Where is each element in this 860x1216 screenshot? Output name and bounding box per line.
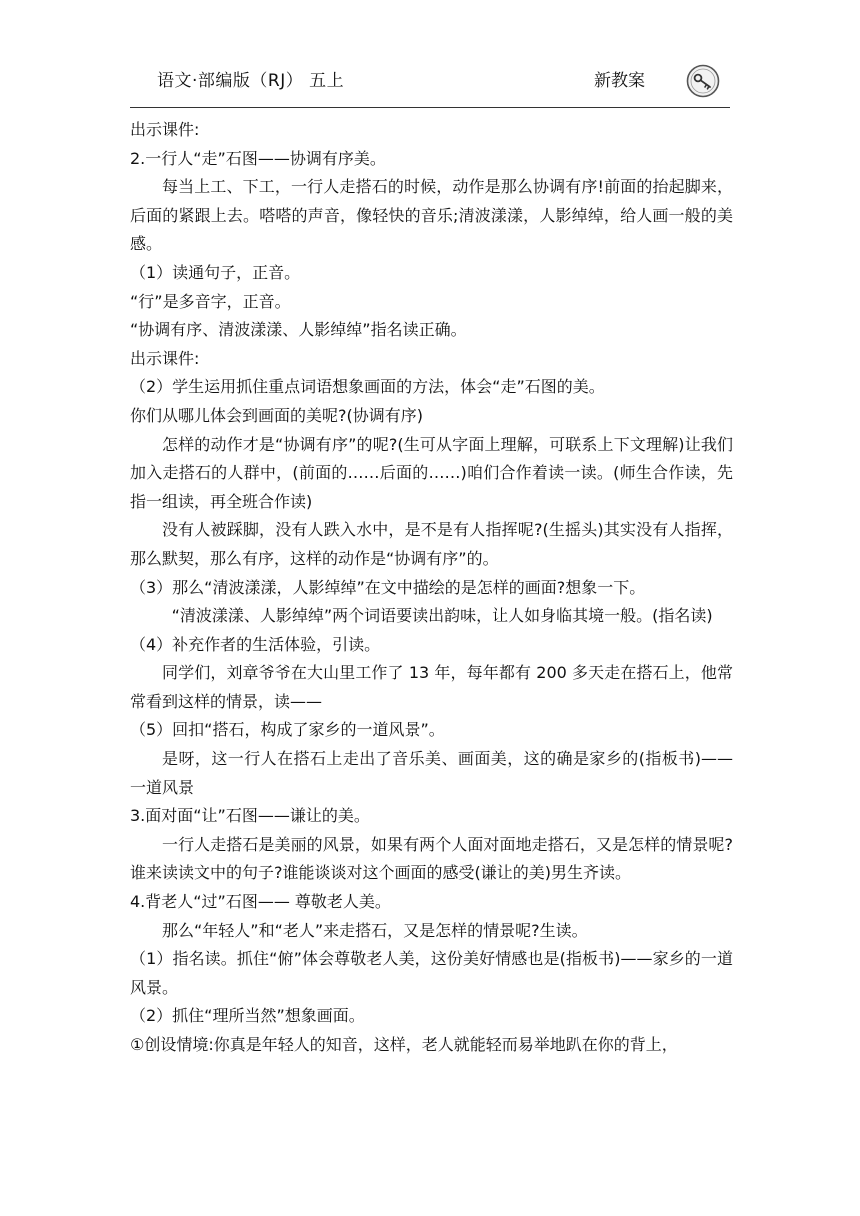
- paragraph-step: （2）抓住“理所当然”想象画面。: [130, 1006, 365, 1026]
- paragraph: 那么“年轻人”和“老人”来走搭石，又是怎样的情景呢?生读。: [162, 920, 588, 940]
- paragraph: “行”是多音字，正音。: [130, 291, 291, 311]
- paragraph: 怎样的动作才是“协调有序”的呢?(生可从字面上理解，可联系上下文理解)让我们加入走搭石的人群中，(前面的……后面的……)咱们合作着读一读。(师生合作读，先指一组读，再全班合作读): [130, 434, 733, 511]
- paragraph-step: （2）学生运用抓住重点词语想象画面的方法，体会“走”石图的美。: [130, 377, 605, 397]
- lesson-plan-label: 新教案: [594, 71, 645, 91]
- paragraph-scenario: ①创设情境:你真是年轻人的知音，这样，老人就能轻而易举地趴在你的背上，: [130, 1035, 678, 1054]
- section-heading-yield: 3.面对面“让”石图——谦让的美。: [130, 806, 370, 826]
- paragraph: 一行人走搭石是美丽的风景，如果有两个人面对面地走搭石，又是怎样的情景呢?谁来读读文中的句子?谁能谈谈对这个画面的感受(谦让的美)男生齐读。: [130, 834, 733, 883]
- paragraph: “清波漾漾、人影绰绰”两个词语要读出韵味，让人如身临其境一般。(指名读): [171, 606, 713, 626]
- paragraph-step: （1）指名读。抓住“俯”体会尊敬老人美，这份美好情感也是(指板书)——家乡的一道风景。: [130, 949, 733, 997]
- paragraph-step: （3）那么“清波漾漾，人影绰绰”在文中描绘的是怎样的画面?想象一下。: [130, 577, 646, 597]
- section-heading-walk: 2.一行人“走”石图——协调有序美。: [130, 148, 386, 168]
- paragraph-show-slides: 出示课件:: [130, 120, 200, 139]
- paragraph-step: （4）补充作者的生活体验，引读。: [130, 634, 381, 654]
- paragraph-text-quote: 每当上工、下工，一行人走搭石的时候，动作是那么协调有序!前面的抬起脚来，后面的紧跟上去。嗒嗒的声音，像轻快的音乐;清波漾漾，人影绰绰，给人画一般的美感。: [130, 177, 733, 254]
- paragraph: 没有人被踩脚，没有人跌入水中，是不是有人指挥呢?(生摇头)其实没有人指挥，那么默契，那么有序，这样的动作是“协调有序”的。: [130, 520, 733, 568]
- paragraph-step: （1）读通句子，正音。: [130, 262, 301, 282]
- key-seal-logo-icon: [686, 64, 720, 98]
- document-body: [130, 116, 733, 1060]
- paragraph: “协调有序、清波漾漾、人影绰绰”指名读正确。: [130, 320, 467, 340]
- paragraph-question: 你们从哪儿体会到画面的美呢?(协调有序): [130, 405, 423, 425]
- section-heading-carry-elder: 4.背老人“过”石图—— 尊敬老人美。: [130, 892, 391, 912]
- paragraph: 同学们，刘章爷爷在大山里工作了 13 年，每年都有 200 多天走在搭石上，他常常看到这样的情景，读——: [130, 663, 733, 711]
- subject-edition-title: 语文·部编版（RJ） 五上: [157, 71, 345, 91]
- page-header: [0, 0, 860, 110]
- paragraph-show-slides: 出示课件:: [130, 348, 200, 368]
- paragraph-step: （5）回扣“搭石，构成了家乡的一道风景”。: [130, 720, 445, 740]
- header-divider: [130, 107, 730, 108]
- paragraph: 是呀，这一行人在搭石上走出了音乐美、画面美，这的确是家乡的(指板书)——一道风景: [130, 749, 733, 797]
